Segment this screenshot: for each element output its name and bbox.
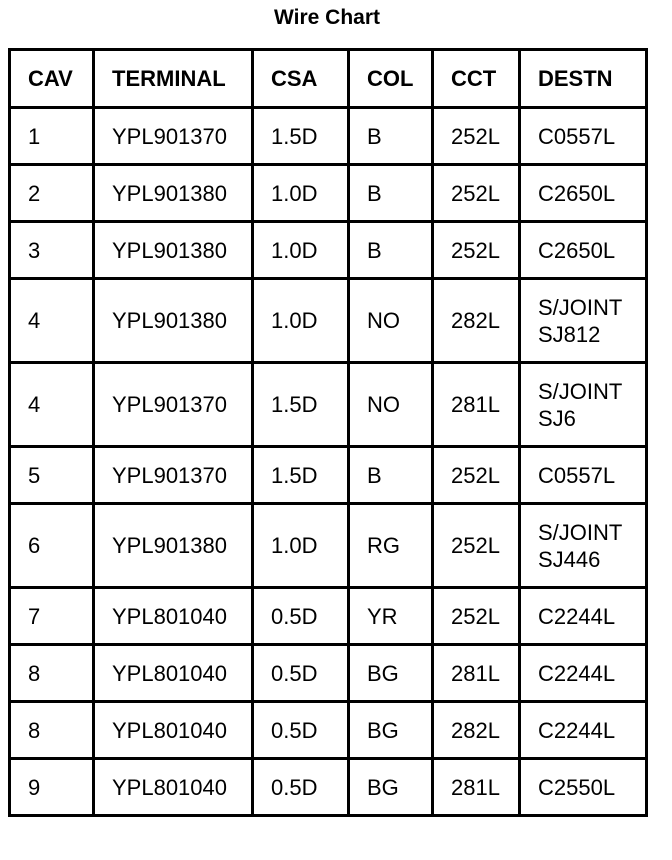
terminal-cell: YPL901370 <box>94 363 253 447</box>
cav-cell: 5 <box>10 447 94 504</box>
terminal-cell: YPL801040 <box>94 645 253 702</box>
cav-cell: 8 <box>10 702 94 759</box>
cav-cell: 3 <box>10 222 94 279</box>
destn-cell: C2244L <box>520 645 647 702</box>
table-row <box>10 645 647 702</box>
table-row <box>10 759 647 816</box>
csa-cell: 1.0D <box>253 165 349 222</box>
table-row <box>10 588 647 645</box>
column-header-terminal: TERMINAL <box>94 50 253 108</box>
table-row <box>10 504 647 588</box>
table-row <box>10 363 647 447</box>
wire-chart-table <box>8 48 648 817</box>
cct-cell: 281L <box>433 759 520 816</box>
csa-cell: 0.5D <box>253 645 349 702</box>
terminal-cell: YPL901380 <box>94 222 253 279</box>
table-row <box>10 447 647 504</box>
cav-cell: 1 <box>10 108 94 165</box>
csa-cell: 1.0D <box>253 222 349 279</box>
column-header-cav: CAV <box>10 50 94 108</box>
cav-cell: 4 <box>10 363 94 447</box>
cct-cell: 281L <box>433 645 520 702</box>
cct-cell: 252L <box>433 588 520 645</box>
csa-cell: 1.0D <box>253 279 349 363</box>
destn-cell: C2244L <box>520 588 647 645</box>
table-row <box>10 279 647 363</box>
cav-cell: 2 <box>10 165 94 222</box>
column-header-csa: CSA <box>253 50 349 108</box>
table-row <box>10 108 647 165</box>
cav-cell: 6 <box>10 504 94 588</box>
col-cell: B <box>349 447 433 504</box>
col-cell: BG <box>349 645 433 702</box>
cav-cell: 8 <box>10 645 94 702</box>
terminal-cell: YPL901380 <box>94 504 253 588</box>
csa-cell: 0.5D <box>253 759 349 816</box>
csa-cell: 1.5D <box>253 363 349 447</box>
col-cell: B <box>349 222 433 279</box>
terminal-cell: YPL801040 <box>94 759 253 816</box>
table-row <box>10 702 647 759</box>
csa-cell: 0.5D <box>253 588 349 645</box>
cct-cell: 282L <box>433 702 520 759</box>
column-header-cct: CCT <box>433 50 520 108</box>
destn-cell: C2650L <box>520 165 647 222</box>
col-cell: B <box>349 165 433 222</box>
cct-cell: 282L <box>433 279 520 363</box>
col-cell: NO <box>349 279 433 363</box>
col-cell: NO <box>349 363 433 447</box>
cct-cell: 252L <box>433 222 520 279</box>
cct-cell: 252L <box>433 108 520 165</box>
terminal-cell: YPL801040 <box>94 588 253 645</box>
cav-cell: 7 <box>10 588 94 645</box>
cct-cell: 252L <box>433 165 520 222</box>
csa-cell: 1.5D <box>253 447 349 504</box>
terminal-cell: YPL901370 <box>94 108 253 165</box>
destn-cell: S/JOINT SJ446 <box>520 504 647 588</box>
table-row <box>10 222 647 279</box>
page-title: Wire Chart <box>274 6 380 29</box>
destn-cell: C0557L <box>520 108 647 165</box>
column-header-col: COL <box>349 50 433 108</box>
col-cell: BG <box>349 759 433 816</box>
terminal-cell: YPL901370 <box>94 447 253 504</box>
destn-cell: C0557L <box>520 447 647 504</box>
cct-cell: 252L <box>433 447 520 504</box>
destn-cell: C2650L <box>520 222 647 279</box>
table-row <box>10 165 647 222</box>
csa-cell: 1.0D <box>253 504 349 588</box>
csa-cell: 0.5D <box>253 702 349 759</box>
destn-cell: C2244L <box>520 702 647 759</box>
col-cell: BG <box>349 702 433 759</box>
header-row <box>10 50 647 108</box>
col-cell: B <box>349 108 433 165</box>
cav-cell: 4 <box>10 279 94 363</box>
csa-cell: 1.5D <box>253 108 349 165</box>
col-cell: RG <box>349 504 433 588</box>
cav-cell: 9 <box>10 759 94 816</box>
column-header-destn: DESTN <box>520 50 647 108</box>
terminal-cell: YPL901380 <box>94 279 253 363</box>
terminal-cell: YPL801040 <box>94 702 253 759</box>
destn-cell: S/JOINT SJ812 <box>520 279 647 363</box>
terminal-cell: YPL901380 <box>94 165 253 222</box>
destn-cell: S/JOINT SJ6 <box>520 363 647 447</box>
col-cell: YR <box>349 588 433 645</box>
destn-cell: C2550L <box>520 759 647 816</box>
cct-cell: 252L <box>433 504 520 588</box>
cct-cell: 281L <box>433 363 520 447</box>
